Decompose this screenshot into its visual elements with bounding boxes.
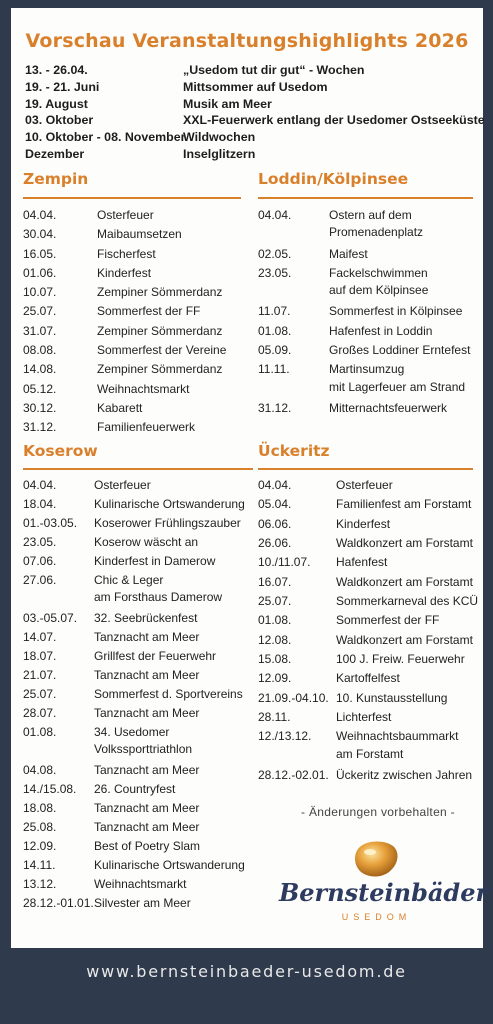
event-row — [23, 420, 241, 439]
changes-note: - Änderungen vorbehalten - — [301, 805, 455, 819]
section-divider — [23, 197, 241, 199]
event-row — [23, 877, 253, 896]
event-date: 14.07. — [23, 630, 57, 644]
event-date: 28.12.-01.01. — [23, 896, 94, 910]
event-name: Fackelschwimmen — [329, 265, 428, 280]
event-name: Weihnachtsmarkt — [94, 877, 187, 891]
event-name: Zempiner Sömmerdanz — [97, 362, 223, 377]
event-name: Zempiner Sömmerdanz — [97, 323, 223, 338]
event-date: 15.08. — [258, 652, 292, 667]
event-name: Ostern auf dem — [329, 208, 412, 222]
logo — [279, 840, 489, 930]
event-row — [23, 725, 253, 763]
event-row — [23, 343, 241, 362]
event-name: Osterfeuer — [336, 478, 393, 492]
highlights-list — [25, 62, 485, 163]
event-name: Fischerfest — [97, 246, 156, 261]
event-row — [23, 266, 241, 285]
event-date: 16.05. — [23, 246, 57, 261]
event-date: 11.11. — [258, 362, 290, 377]
event-row — [23, 497, 253, 516]
event-date: 14.11. — [23, 858, 56, 872]
highlight-date: 19. - 21. Juni — [25, 79, 100, 94]
highlight-date: Dezember — [25, 146, 85, 161]
event-date: 12.09. — [23, 839, 57, 853]
page-title: Vorschau Veranstaltungshighlights 2026 — [25, 30, 469, 52]
event-row — [23, 285, 241, 304]
event-name: Ückeritz zwischen Jahren — [336, 768, 473, 783]
highlight-name: Mittsommer auf Usedom — [183, 79, 328, 94]
event-list — [258, 208, 473, 420]
highlight-name: Musik am Meer — [183, 96, 272, 111]
event-date: 25.07. — [23, 304, 57, 319]
event-row — [258, 401, 473, 420]
event-date: 23.05. — [23, 535, 57, 549]
event-name: Sommerfest d. Sportvereins — [94, 687, 243, 701]
event-name: Hafenfest in Loddin — [329, 323, 433, 338]
event-name: Kinderfest in Damerow — [94, 554, 216, 568]
event-name: Lichterfest — [336, 710, 392, 725]
section-divider — [23, 468, 253, 470]
event-name: Weihnachtsmarkt — [97, 381, 190, 396]
event-name: Kulinarische Ortswanderung — [94, 497, 245, 511]
event-date: 01.-03.05. — [23, 516, 78, 530]
event-date: 10./11.07. — [258, 555, 311, 570]
section-heading: Koserow — [23, 442, 98, 460]
event-date: 30.04. — [23, 227, 57, 242]
event-name: Tanznacht am Meer — [94, 801, 200, 815]
event-name: Sommerfest der FF — [336, 613, 440, 628]
event-date: 31.12. — [258, 400, 292, 415]
event-date: 27.06. — [23, 573, 57, 587]
event-name-line2: mit Lagerfeuer am Strand — [329, 379, 466, 394]
event-name: Waldkonzert am Forstamt — [336, 632, 473, 647]
event-name: Waldkonzert am Forstamt — [336, 536, 473, 551]
event-date: 04.04. — [23, 478, 57, 492]
event-date: 04.08. — [23, 763, 57, 777]
event-name: Best of Poetry Slam — [94, 839, 201, 853]
event-row — [23, 839, 253, 858]
event-date: 16.07. — [258, 574, 292, 589]
event-date: 28.07. — [23, 706, 57, 720]
event-row — [23, 227, 241, 246]
event-row — [23, 401, 241, 420]
highlight-name: Wildwochen — [183, 130, 256, 145]
event-date: 03.-05.07. — [23, 611, 78, 625]
event-date: 28.12.-02.01. — [258, 768, 329, 783]
event-name: Sommerfest in Kölpinsee — [329, 304, 463, 319]
highlight-row — [25, 96, 475, 113]
event-date: 12.09. — [258, 671, 292, 686]
section-heading: Ückeritz — [258, 442, 330, 460]
event-date: 21.09.-04.10. — [258, 690, 329, 705]
event-date: 12./13.12. — [258, 729, 312, 744]
event-name: Sommerkarneval des KCÜ — [336, 594, 479, 609]
event-row — [258, 266, 473, 305]
event-row — [23, 208, 241, 227]
event-date: 06.06. — [258, 516, 292, 531]
event-name: Hafenfest — [336, 555, 388, 570]
highlight-row — [25, 129, 475, 146]
event-row — [23, 362, 241, 381]
event-row — [23, 630, 253, 649]
logo-name: Bernsteinbäder — [279, 878, 489, 907]
section-divider — [258, 468, 473, 470]
event-name: Tanznacht am Meer — [94, 706, 200, 720]
event-date: 13.12. — [23, 877, 57, 891]
event-date: 11.07. — [258, 304, 291, 319]
event-row — [23, 687, 253, 706]
event-date: 02.05. — [258, 246, 292, 261]
event-name: Martinsumzug — [329, 362, 405, 377]
section-heading: Zempin — [23, 170, 89, 188]
event-row — [258, 594, 479, 613]
event-name: Maibaumsetzen — [97, 227, 182, 242]
event-date: 31.07. — [23, 323, 57, 338]
event-name-line2: Promenadenplatz — [329, 225, 424, 240]
event-date: 08.08. — [23, 343, 57, 358]
event-row — [258, 208, 473, 247]
event-row — [23, 535, 253, 554]
event-name: Kinderfest — [336, 516, 391, 531]
amber-gem-icon — [351, 840, 401, 878]
event-name: Sommerfest der FF — [97, 304, 201, 319]
event-name: 26. Countryfest — [94, 782, 176, 796]
event-date: 07.06. — [23, 554, 57, 568]
highlight-row — [25, 146, 475, 163]
event-date: 04.04. — [258, 208, 292, 222]
event-date: 01.08. — [23, 725, 57, 739]
event-row — [258, 691, 473, 710]
event-row — [258, 729, 473, 768]
event-name: Mitternachtsfeuerwerk — [329, 400, 448, 415]
event-row — [258, 555, 473, 574]
highlight-row — [25, 112, 485, 129]
event-row — [258, 517, 473, 536]
event-row — [258, 613, 473, 632]
event-row — [258, 247, 473, 266]
footer-url[interactable]: www.bernsteinbaeder-usedom.de — [86, 962, 407, 981]
event-row — [258, 304, 473, 323]
event-date: 04.04. — [23, 208, 57, 222]
event-date: 04.04. — [258, 478, 292, 492]
event-date: 01.06. — [23, 265, 57, 280]
event-name: Großes Loddiner Erntefest — [329, 343, 471, 358]
event-date: 18.08. — [23, 801, 57, 815]
highlight-date: 13. - 26.04. — [25, 63, 88, 77]
event-name-line2: Volkssporttriathlon — [94, 742, 193, 756]
event-row — [258, 671, 473, 690]
event-name: Weihnachtsbaummarkt — [336, 729, 459, 744]
highlight-date: 19. August — [25, 96, 88, 111]
event-date: 01.08. — [258, 323, 292, 338]
event-name: Maifest — [329, 246, 368, 261]
event-card — [11, 8, 489, 948]
event-row — [258, 710, 473, 729]
logo-subtitle: USEDOM — [341, 912, 412, 922]
event-date: 05.04. — [258, 497, 292, 512]
event-row — [258, 324, 473, 343]
event-list — [23, 208, 241, 440]
event-date: 18.07. — [23, 649, 57, 663]
event-row — [258, 768, 473, 787]
event-row — [23, 896, 253, 915]
event-row — [23, 304, 241, 323]
event-date: 10.07. — [23, 285, 57, 300]
event-row — [23, 573, 253, 611]
event-name: Tanznacht am Meer — [94, 820, 200, 834]
event-row — [23, 478, 253, 497]
event-date: 01.08. — [258, 613, 292, 628]
event-row — [23, 382, 241, 401]
event-date: 14./15.08. — [23, 782, 77, 796]
event-row — [258, 362, 473, 401]
event-date: 25.08. — [23, 820, 57, 834]
event-name: 100 J. Freiw. Feuerwehr — [336, 652, 465, 667]
event-date: 18.04. — [23, 497, 57, 511]
highlight-date: 10. Oktober - 08. November — [25, 130, 186, 145]
event-list — [23, 478, 253, 915]
event-date: 26.06. — [258, 536, 292, 551]
event-name: Tanznacht am Meer — [94, 630, 200, 644]
highlight-name: „Usedom tut dir gut“ - Wochen — [183, 63, 365, 77]
event-row — [23, 247, 241, 266]
event-name: 32. Seebrückenfest — [94, 611, 198, 625]
event-row — [258, 633, 473, 652]
event-row — [258, 652, 473, 671]
event-date: 28.11. — [258, 710, 291, 725]
event-date: 23.05. — [258, 265, 292, 280]
event-row — [23, 858, 253, 877]
event-name: Grillfest der Feuerwehr — [94, 649, 217, 663]
section-divider — [258, 197, 473, 199]
event-row — [23, 611, 253, 630]
event-row — [258, 575, 473, 594]
event-name: Kabarett — [97, 400, 143, 415]
event-name: Kulinarische Ortswanderung — [94, 858, 245, 872]
event-name-line2: am Forstamt — [336, 746, 404, 761]
highlight-name: XXL-Feuerwerk entlang der Usedomer Ostseeküste — [183, 113, 485, 128]
event-name: Silvester am Meer — [94, 896, 191, 910]
event-name: Waldkonzert am Forstamt — [336, 574, 473, 589]
event-name-line2: am Forsthaus Damerow — [94, 590, 223, 604]
event-date: 21.07. — [23, 668, 57, 682]
event-date: 30.12. — [23, 400, 57, 415]
event-name: Tanznacht am Meer — [94, 763, 200, 777]
highlight-date: 03. Oktober — [25, 113, 94, 128]
event-row — [23, 554, 253, 573]
event-date: 05.12. — [23, 381, 57, 396]
event-name: Kinderfest — [97, 265, 152, 280]
event-date: 31.12. — [23, 420, 57, 435]
event-name: Familienfeuerwerk — [97, 420, 196, 435]
event-name-line2: auf dem Kölpinsee — [329, 283, 429, 298]
event-row — [23, 516, 253, 535]
event-row — [23, 782, 253, 801]
event-name: Sommerfest der Vereine — [97, 343, 227, 358]
event-row — [23, 706, 253, 725]
event-row — [258, 536, 473, 555]
event-date: 25.07. — [258, 594, 292, 609]
event-name: Koserow wäscht an — [94, 535, 199, 549]
event-list — [258, 478, 479, 788]
highlight-row — [25, 62, 475, 79]
event-date: 05.09. — [258, 343, 292, 358]
event-name: Familienfest am Forstamt — [336, 497, 472, 512]
event-row — [23, 763, 253, 782]
event-name: 10. Kunstausstellung — [336, 690, 448, 705]
event-row — [23, 820, 253, 839]
event-date: 12.08. — [258, 632, 292, 647]
event-name: Koserower Frühlingszauber — [94, 516, 241, 530]
event-name: Zempiner Sömmerdanz — [97, 285, 223, 300]
event-name: Chic & Leger — [94, 573, 164, 587]
event-name: Kartoffelfest — [336, 671, 400, 686]
highlight-name: Inselglitzern — [183, 146, 256, 161]
event-row — [258, 497, 473, 516]
event-name: 34. Usedomer — [94, 725, 170, 739]
event-row — [258, 478, 473, 497]
event-row — [23, 668, 253, 687]
event-name: Osterfeuer — [97, 208, 154, 222]
section-heading: Loddin/Kölpinsee — [258, 170, 409, 188]
event-row — [23, 324, 241, 343]
event-date: 14.08. — [23, 362, 57, 377]
event-row — [258, 343, 473, 362]
event-date: 25.07. — [23, 687, 57, 701]
event-name: Tanznacht am Meer — [94, 668, 200, 682]
highlight-row — [25, 79, 475, 96]
event-row — [23, 649, 253, 668]
event-row — [23, 801, 253, 820]
event-name: Osterfeuer — [94, 478, 151, 492]
